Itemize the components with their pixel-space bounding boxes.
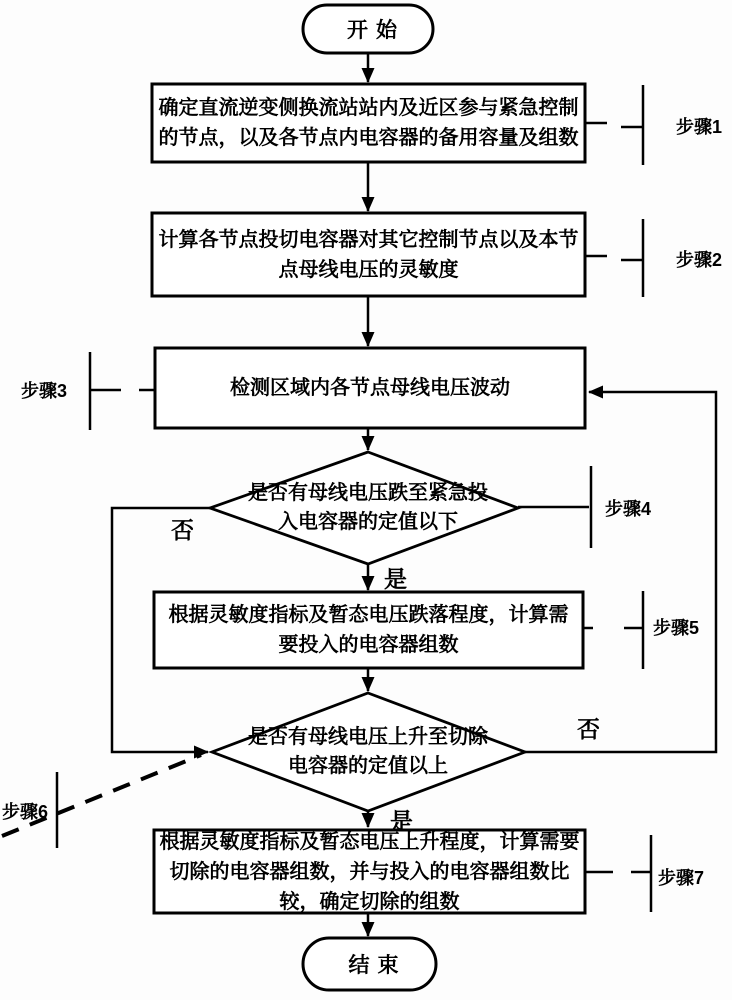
process-text-4: 根据灵敏度指标及暂态电压跌落程度，计算需要投入的电容器组数: [168, 604, 569, 656]
branch-no-diamond2: 否: [577, 716, 600, 742]
decision-text-1: 是否有母线电压跌至紧急投入电容器的定值以下: [248, 482, 488, 533]
branch-yes-diamond2: 是: [390, 808, 413, 834]
step-label-3: 步骤3: [21, 381, 68, 401]
step-label-7: 步骤7: [658, 868, 705, 888]
step-label-1: 步骤1: [676, 117, 723, 137]
branch-yes-diamond1: 是: [384, 566, 407, 592]
step-label-6: 步骤6: [2, 802, 49, 822]
end-label: 结束: [348, 954, 407, 977]
step-label-4: 步骤4: [605, 499, 652, 519]
branch-no-diamond1: 否: [171, 517, 194, 543]
process-text-3: 检测区域内各节点母线电压波动: [230, 377, 510, 399]
step-label-2: 步骤2: [676, 250, 723, 270]
connector-diamond2-no-loop: [525, 392, 716, 752]
start-label: 开始: [347, 19, 405, 42]
process-text-1: 确定直流逆变侧换流站站内及近区参与紧急控制的节点，以及各节点内电容器的备用容量及组数: [158, 97, 579, 149]
step-label-5: 步骤5: [653, 618, 700, 638]
process-text-5: 根据灵敏度指标及暂态电压上升程度，计算需要切除的电容器组数，并与投入的电容器组数比较，确定切除的组数: [159, 830, 580, 913]
process-text-2: 计算各节点投切电容器对其它控制节点以及本节点母线电压的灵敏度: [158, 228, 579, 281]
decision-text-2: 是否有母线电压上升至切除电容器的定值以上: [248, 726, 488, 777]
